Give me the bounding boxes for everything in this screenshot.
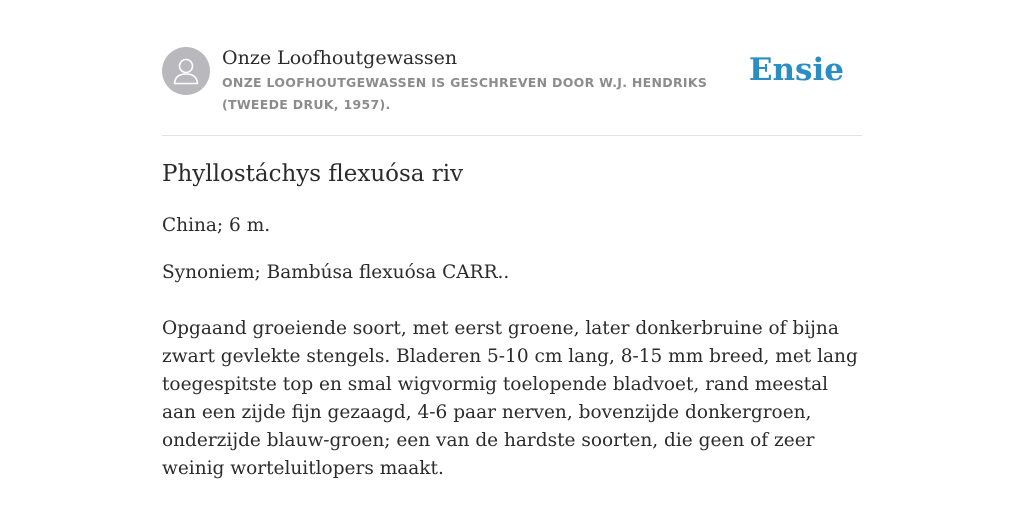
- entry-paragraph-origin: China; 6 m.: [162, 215, 271, 236]
- source-description: ONZE LOOFHOUTGEWASSEN IS GESCHREVEN DOOR W.J. HENDRIKS (TWEEDE DRUK, 1957).: [222, 75, 708, 112]
- header-divider: [162, 135, 862, 136]
- entry-paragraph-synonym: Synoniem; Bambúsa flexuósa CARR..: [162, 262, 510, 283]
- entry-title: Phyllostáchys flexuósa riv: [162, 161, 464, 187]
- source-avatar[interactable]: [162, 47, 210, 95]
- source-header: [162, 44, 862, 116]
- user-icon: [162, 47, 210, 95]
- entry-paragraph-description: Opgaand groeiende soort, met eerst groene, later donkerbruine of bijna zwart gevlekte stengels. Bladeren 5-10 cm lang, 8-15 mm breed, met lang toegespitste top en smal wigvormig toelopende bladvoet, rand meestal aan een zijde fijn gezaagd, 4-6 paar nerven, bovenzijde donkergroen, onderzijde blauw-groen; een van de hardste soorten, die geen of zeer weinig worteluitlopers maakt.: [162, 318, 858, 479]
- source-title[interactable]: Onze Loofhoutgewassen: [222, 47, 458, 69]
- brand-logo[interactable]: Ensie: [748, 52, 844, 88]
- entry-content: [162, 157, 862, 483]
